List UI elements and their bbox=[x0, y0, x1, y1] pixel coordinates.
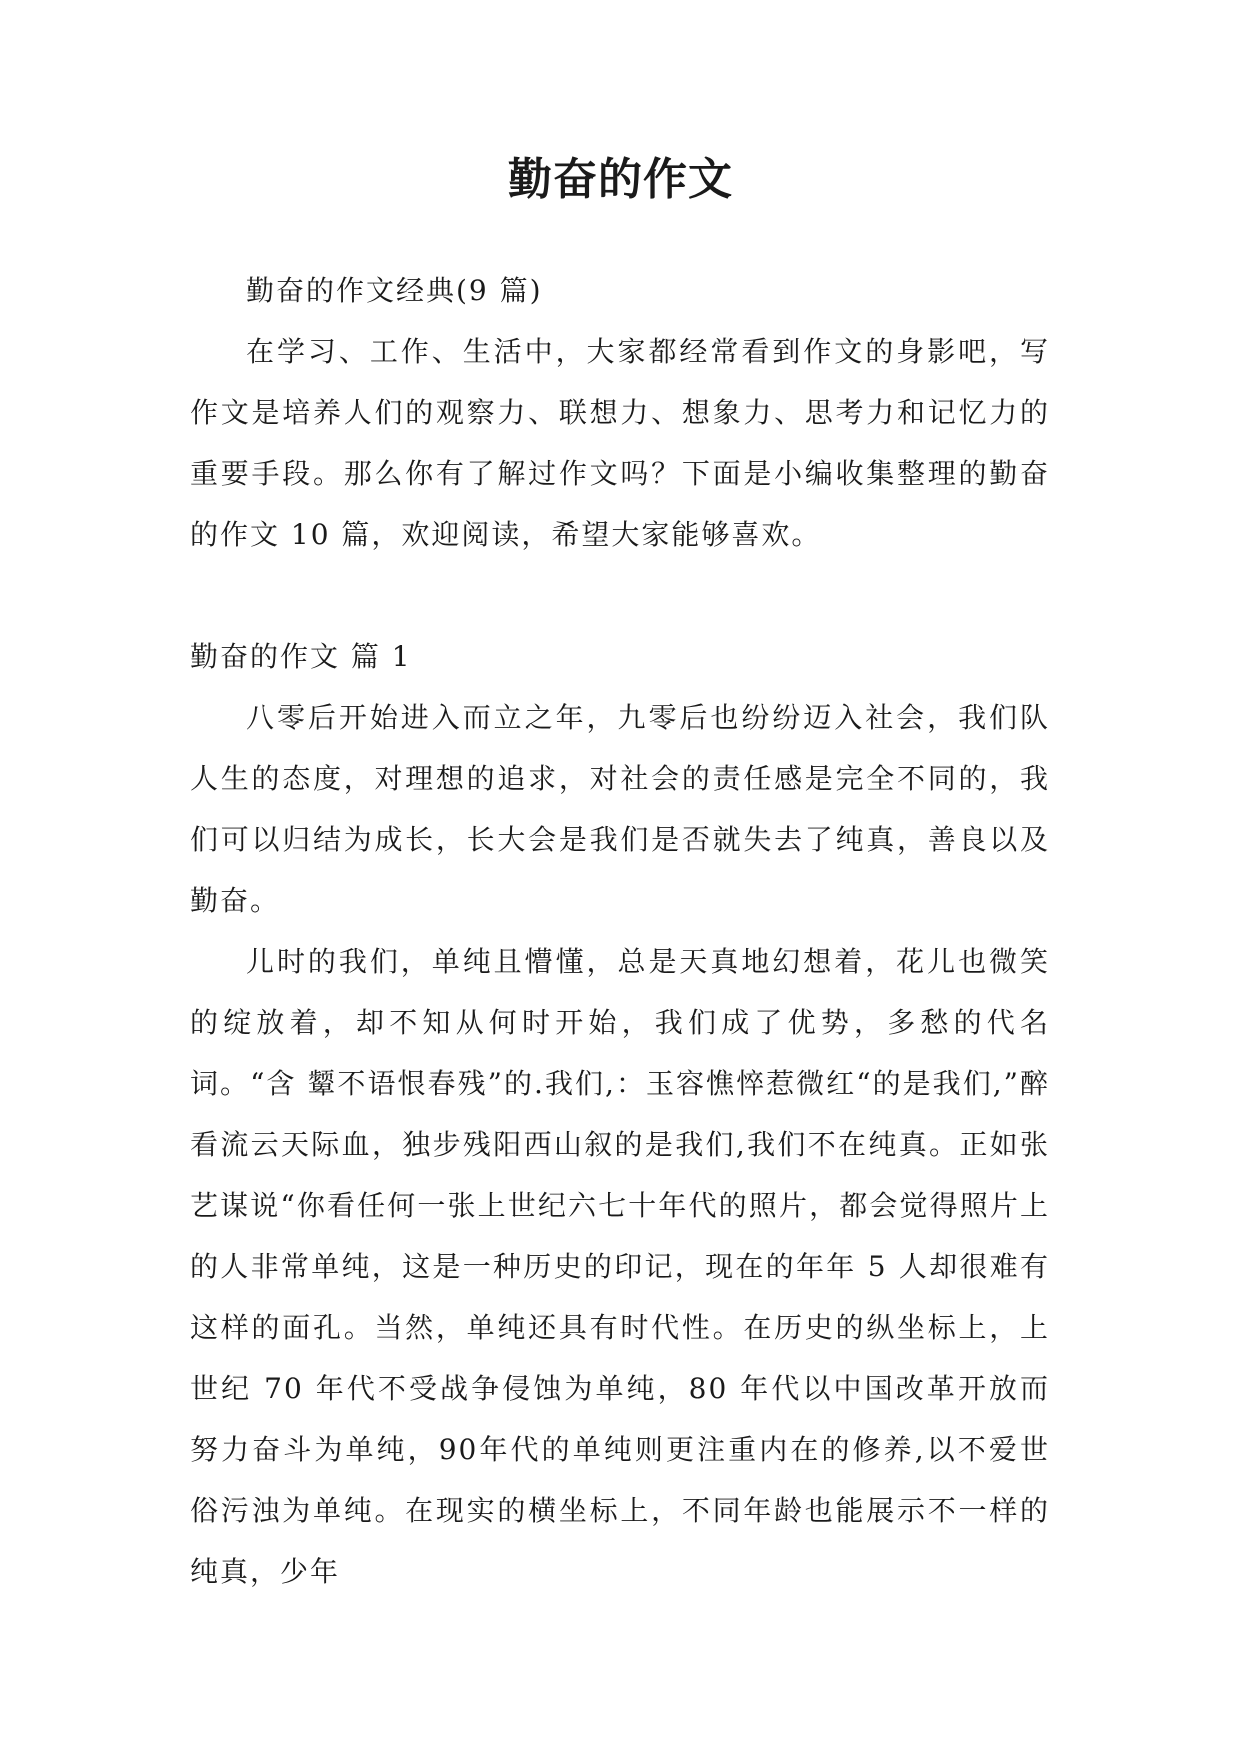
body-paragraph: 儿时的我们，单纯且懵懂，总是天真地幻想着，花儿也微笑的绽放着，却不知从何时开始，我们成了优势，多愁的代名词。“含 颦不语恨春残”的.我们,：玉容憔悴惹微红“的是我们,”醉看流云天际血，独步残阳西山叙的是我们,我们不在纯真。正如张艺谋说“你看任何一张上世纪六七十年代的照片，都会觉得照片上的人非常单纯，这是一种历史的印记，现在的年年 5 人却很难有这样的面孔。当然，单纯还具有时代性。在历史的纵坐标上，上世纪 70 年代不受战争侵蚀为单纯，80 年代以中国改革开放而努力奋斗为单纯，90年代的单纯则更注重内在的修养,以不爱世俗污浊为单纯。在现实的横坐标上，不同年龄也能展示不一样的纯真，少年 bbox=[190, 945, 1050, 1588]
subtitle-line: 勤奋的作文经典(9 篇) bbox=[246, 274, 543, 307]
intro-paragraph: 在学习、工作、生活中，大家都经常看到作文的身影吧，写作文是培养人们的观察力、联想力、想象力、思考力和记忆力的重要手段。那么你有了解过作文吗？下面是小编收集整理的勤奋的作文 10 篇，欢迎阅读，希望大家能够喜欢。 bbox=[190, 335, 1050, 551]
section-heading: 勤奋的作文 篇 1 bbox=[190, 640, 412, 673]
section-spacer bbox=[190, 565, 1050, 626]
document-body bbox=[190, 260, 1050, 1602]
document-title: 勤奋的作文 bbox=[508, 154, 733, 205]
body-paragraph: 八零后开始进入而立之年，九零后也纷纷迈入社会，我们队人生的态度，对理想的追求，对社会的责任感是完全不同的，我们可以归结为成长，长大会是我们是否就失去了纯真，善良以及勤奋。 bbox=[190, 701, 1050, 917]
